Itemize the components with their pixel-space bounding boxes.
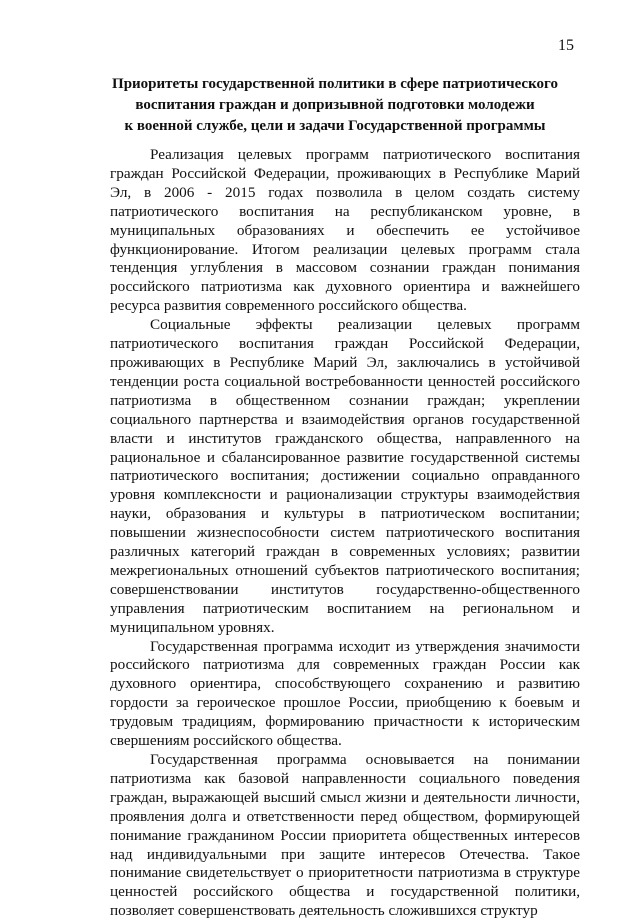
body-text — [110, 146, 580, 921]
section-heading-line: Приоритеты государственной политики в сфере патриотического — [112, 76, 558, 92]
paragraph: Государственная программа основывается на понимании патриотизма как базовой направленности социального поведения граждан, выражающей высший смысл жизни и деятельности личности, проявления долга и ответственности перед обществом, формирующей понимание гражданином России приоритета общественных интересов над индивидуальными при защите интересов Отечества. Такое понимание свидетельствует о приоритетности патриотизма в структуре ценностей российского общества и государственной политики, позволяет совершенствовать деятельность сложившихся структур — [110, 751, 580, 920]
page-number: 15 — [558, 37, 574, 54]
paragraph: Социальные эффекты реализации целевых программ патриотического воспитания граждан Российской Федерации, проживающих в Республике Марий Эл, заключались в устойчивой тенденции роста социальной востребованности ценностей российского патриотизма в общественном сознании граждан; укреплении социального партнерства и взаимодействия органов государственной власти и институтов гражданского общества, направленного на рациональное и сбалансированное развитие государственной системы патриотического воспитания; достижении социально оправданного уровня комплексности и рационализации структуры взаимодействия науки, образования и культуры в патриотическом воспитании; повышении жизнеспособности систем патриотического воспитания различных категорий граждан в современных условиях; развитии межрегиональных отношений субъектов патриотического воспитания; совершенствовании институтов государственно-общественного управления патриотическим воспитанием на региональном и муниципальном уровнях. — [110, 316, 580, 636]
paragraph: Государственная программа исходит из утверждения значимости российского патриотизма для современных граждан России как духовного ориентира, способствующего сохранению и развитию гордости за героическое прошлое России, приобщению к боевым и трудовым традициям, формированию причастности к историческим свершениям российского общества. — [110, 637, 580, 750]
paragraph: Реализация целевых программ патриотического воспитания граждан Российской Федерации, проживающих в Республике Марий Эл, в 2006 - 2015 годах позволила в целом создать систему патриотического воспитания на республиканском уровне, в муниципальных образованиях и обеспечить ее устойчивое функционирование. Итогом реализации целевых программ стала тенденция углубления в массовом сознании граждан понимания российского патриотизма как духовного ориентира и важнейшего ресурса развития современного российского общества. — [110, 146, 580, 315]
section-heading-line: к военной службе, цели и задачи Государственной программы — [124, 118, 546, 134]
section-heading — [100, 74, 570, 137]
section-heading-line: воспитания граждан и допризывной подготовки молодежи — [135, 97, 535, 113]
